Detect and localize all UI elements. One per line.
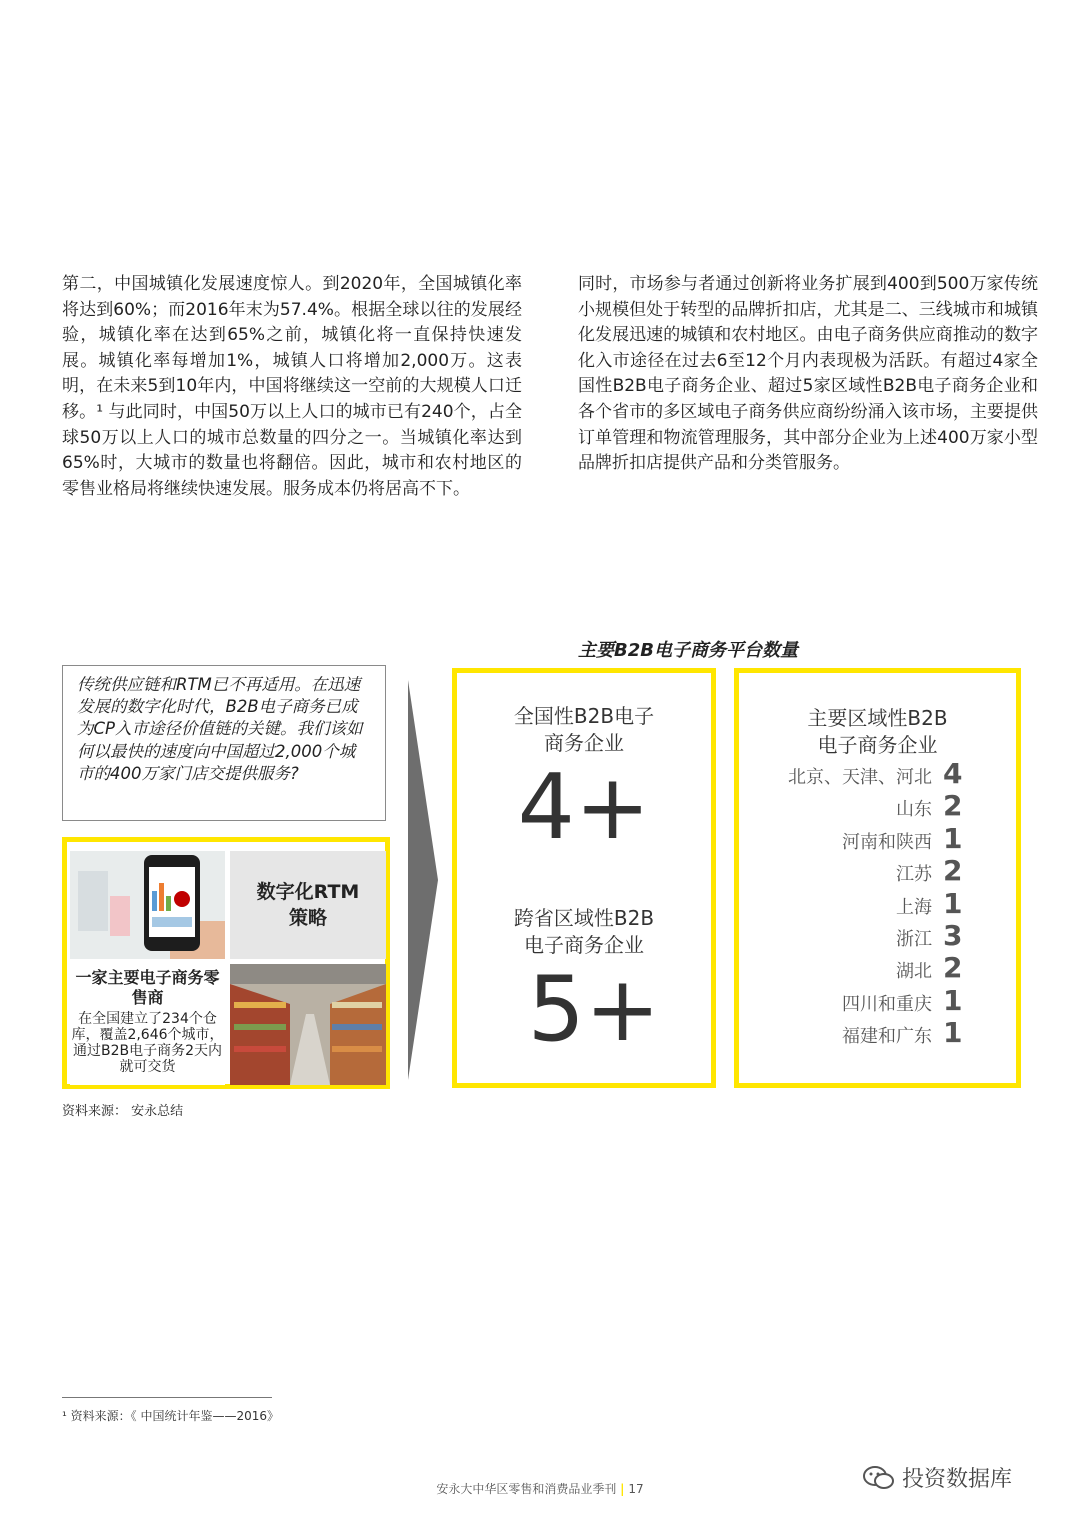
- footer-separator: |: [620, 1482, 625, 1496]
- region-row: [739, 854, 1016, 890]
- region-count: 1: [943, 821, 963, 855]
- page-number: 17: [628, 1482, 644, 1496]
- region-row: [739, 983, 1016, 1020]
- quote-box: [62, 665, 386, 821]
- warehouse-image: [230, 964, 386, 1085]
- region-row: [739, 918, 1016, 955]
- region-count: 4: [943, 757, 963, 790]
- region-name: 河南和陕西: [842, 831, 932, 853]
- rtm-strategy-text: 数字化RTM策略: [256, 881, 360, 929]
- region-name: 福建和广东: [842, 1026, 932, 1048]
- national-label: 全国性B2B电子商务企业: [513, 704, 655, 755]
- region-count: 3: [943, 918, 963, 952]
- arrow-shape: [408, 680, 438, 1080]
- region-row: [739, 886, 1016, 923]
- graphic-title: 主要B2B电子商务平台数量: [578, 640, 798, 661]
- region-row: [739, 951, 1016, 987]
- region-row: [739, 789, 1016, 825]
- region-name: 北京、天津、河北: [788, 767, 932, 788]
- wechat-icon: [862, 1464, 896, 1492]
- right-paragraph: 同时，市场参与者通过创新将业务扩展到400到500万家传统小规模但处于转型的品牌折扣店，尤其是二、三线城市和城镇化发展迅速的城镇和农村地区。由电子商务供应商推动的数字化入市途径在过去6至12个月内表现极为活跃。有超过4家全国性B2B电子商务企业、超过5家区域性B2B电子商务企业和各个省市的多区域电子商务供应商纷纷涌入该市场，主要提供订单管理和物流管理服务，其中部分企业为上述400万家小型品牌折扣店提供产品和分类管服务。: [578, 274, 1038, 474]
- region-name: 浙江: [896, 928, 932, 950]
- region-name: 上海: [896, 896, 932, 918]
- retailer-cell: [70, 964, 225, 1085]
- retailer-description: 在全国建立了234个仓库，覆盖2,646个城市，通过B2B电子商务2天内就可交货: [71, 1011, 224, 1075]
- regional-panel: [734, 668, 1021, 1088]
- region-count: 2: [943, 951, 963, 985]
- region-row: [739, 1016, 1016, 1052]
- interprov-count: 5+: [527, 957, 661, 1062]
- retailer-title: 一家主要电子商务零售商: [75, 968, 220, 1007]
- region-count: 2: [943, 789, 963, 823]
- quote-text: 传统供应链和RTM已不再适用。在迅速发展的数字化时代，B2B电子商务已成为CP入市途径价值链的关键。我们该如何以最快的速度向中国超过2,000个城市的400万家门店交提供服务?: [77, 675, 363, 783]
- interprov-label: 跨省区域性B2B电子商务企业: [513, 906, 655, 957]
- national-panel: [452, 668, 716, 1088]
- left-paragraph: 第二，中国城镇化发展速度惊人。到2020年，全国城镇化率将达到60%；而2016年末为57.4%。根据全球以往的发展经验，城镇化率在达到65%之前，城镇化将一直保持快速发展。城镇化率每增加1%，城镇人口将增加2,000万。这表明，在未来5到10年内，中国将继续这一空前的大规模人口迁移。¹ 与此同时，中国50万以上人口的城市已有240个，占全球50万以上人口的城市总数量的四分之一。当城镇化率达到65%时，大城市的数量也将翻倍。因此，城市和农村地区的零售业格局将继续快速发展。服务成本仍将居高不下。: [62, 274, 522, 499]
- footnote: ¹ 资料来源：《 中国统计年鉴——2016》: [62, 1409, 279, 1423]
- region-count: 1: [943, 886, 963, 920]
- footer-title: 安永大中华区零售和消费品业季刊: [436, 1482, 617, 1496]
- region-name: 江苏: [896, 864, 932, 886]
- region-count: 1: [943, 983, 963, 1017]
- region-row: [739, 821, 1016, 858]
- watermark: [862, 1462, 1012, 1493]
- region-row: [739, 757, 1016, 793]
- watermark-text: 投资数据库: [902, 1467, 1013, 1492]
- footnote-divider: [62, 1397, 272, 1398]
- graphic-source: 资料来源： 安永总结: [62, 1104, 184, 1119]
- region-name: 四川和重庆: [842, 993, 932, 1015]
- national-count: 4+: [517, 755, 651, 860]
- rtm-grid: [62, 837, 390, 1089]
- region-name: 湖北: [896, 961, 932, 983]
- region-name: 山东: [896, 799, 932, 821]
- region-count: 2: [943, 854, 963, 888]
- region-list: [739, 757, 1016, 1053]
- regional-label: 主要区域性B2B电子商务企业: [807, 706, 948, 757]
- region-count: 1: [943, 1016, 963, 1050]
- phone-image: [70, 851, 225, 959]
- rtm-strategy-label: [230, 851, 386, 959]
